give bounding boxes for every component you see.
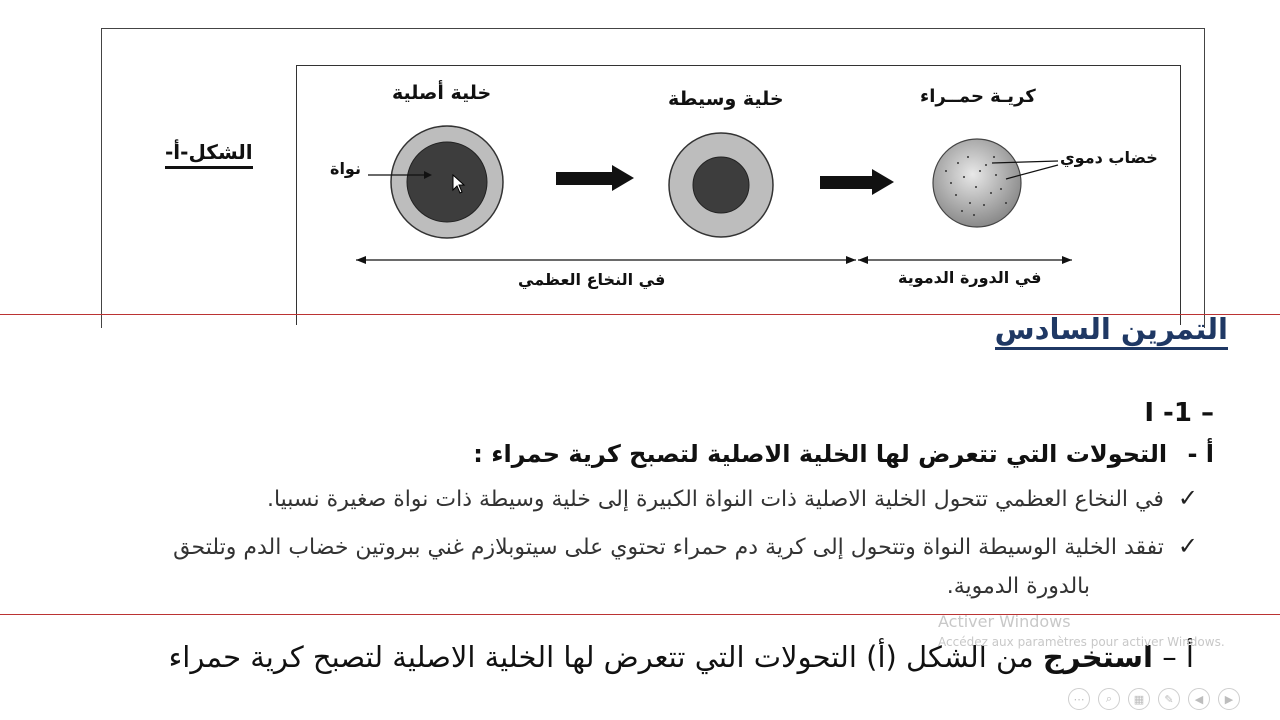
question-a <box>473 440 1214 468</box>
intermediate-cell <box>669 133 773 237</box>
mouse-cursor-icon <box>452 174 466 194</box>
marrow-range-arrow <box>356 256 856 264</box>
bottom-text: من الشكل (أ) التحولات التي تتعرض لها الخلية الاصلية لتصبح كرية حمراء <box>168 640 1034 674</box>
activation-watermark-text: Accédez aux paramètres pour activer Windows. <box>938 635 1225 649</box>
question-text: التحولات التي تتعرض لها الخلية الاصلية لتصبح كرية حمراء : <box>473 440 1168 468</box>
intermediate-cell-label: خلية وسيطة <box>668 88 784 110</box>
red-blood-cell <box>933 139 1021 227</box>
next-icon[interactable]: ▶ <box>1218 688 1240 710</box>
bullet-item: ✓تفقد الخلية الوسيطة النواة وتتحول إلى كرية دم حمراء تحتوي على سيتوبلازم غني ببروتين خضاب الدم وتلتحق <box>173 532 1198 560</box>
bottom-letter: أ – <box>1162 640 1194 674</box>
more-icon[interactable]: ⋯ <box>1068 688 1090 710</box>
marrow-label: في النخاع العظمي <box>518 270 666 289</box>
presentation-toolbar <box>1068 688 1240 716</box>
check-icon: ✓ <box>1177 484 1198 512</box>
slides-icon[interactable]: ▦ <box>1128 688 1150 710</box>
nucleus-label: نواة <box>330 159 361 178</box>
bullet-item: ✓في النخاع العظمي تتحول الخلية الاصلية ذات النواة الكبيرة إلى خلية وسيطة ذات نواة صغيرة نسبيا. <box>266 484 1198 512</box>
circulation-range-arrow <box>858 256 1072 264</box>
stem-cell-label: خلية أصلية <box>392 82 492 104</box>
exercise-title: التمرين السادس <box>995 312 1228 350</box>
zoom-icon[interactable]: ⌕ <box>1098 688 1120 710</box>
arrow-2 <box>820 169 894 195</box>
circulation-label: في الدورة الدموية <box>898 268 1042 287</box>
red-cell-label: كريـة حمــراء <box>920 86 1036 107</box>
prev-icon[interactable]: ◀ <box>1188 688 1210 710</box>
arrow-1 <box>556 165 634 191</box>
stem-cell <box>391 126 503 238</box>
hemoglobin-label: خضاب دموي <box>1060 148 1158 167</box>
activation-watermark-title: Activer Windows <box>938 612 1071 631</box>
check-icon: ✓ <box>1177 532 1198 560</box>
figure-label: الشكل-أ- <box>165 140 253 169</box>
section-number: I -1 – <box>1144 398 1214 428</box>
bottom-verb: استخرج <box>1042 640 1153 674</box>
question-letter: أ - <box>1187 440 1214 468</box>
section-divider-bottom <box>0 614 1280 615</box>
pen-icon[interactable]: ✎ <box>1158 688 1180 710</box>
bullet-continuation: بالدورة الدموية. <box>946 574 1090 599</box>
